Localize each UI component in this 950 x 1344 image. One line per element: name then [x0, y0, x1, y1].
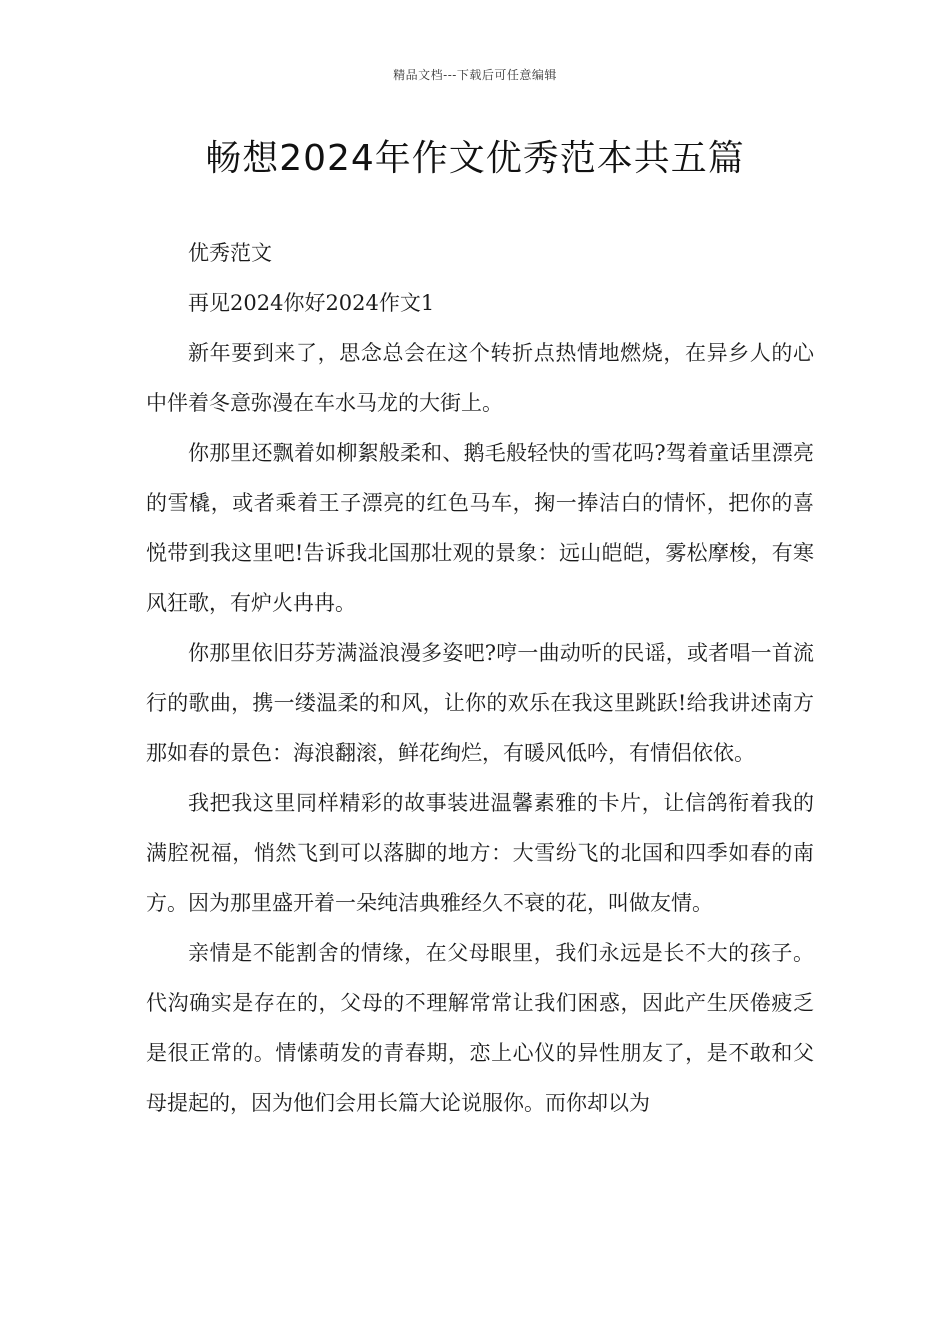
body-paragraph: 我把我这里同样精彩的故事装进温馨素雅的卡片，让信鸽衔着我的满腔祝福，悄然飞到可以落脚的地方：大雪纷飞的北国和四季如春的南方。因为那里盛开着一朵纯洁典雅经久不衰的花，叫做友情。: [146, 791, 814, 915]
body-paragraph: 你那里依旧芬芳满溢浪漫多姿吧?哼一曲动听的民谣，或者唱一首流行的歌曲，携一缕温柔的和风，让你的欢乐在我这里跳跃!给我讲述南方那如春的景色：海浪翻滚，鲜花绚烂，有暖风低吟，有情侣依依。: [146, 641, 814, 765]
essay-heading: 再见2024你好2024作文1: [188, 291, 435, 315]
body-paragraph: 新年要到来了，思念总会在这个转折点热情地燃烧，在异乡人的心中伴着冬意弥漫在车水马龙的大街上。: [146, 341, 814, 415]
document-body: [146, 228, 814, 1128]
body-paragraph: 亲情是不能割舍的情缘，在父母眼里，我们永远是长不大的孩子。代沟确实是存在的，父母的不理解常常让我们困惑，因此产生厌倦疲乏是很正常的。情愫萌发的青春期，恋上心仪的异性朋友了，是不敢和父母提起的，因为他们会用长篇大论说服你。而你却以为: [146, 941, 814, 1115]
body-paragraph: 你那里还飘着如柳絮般柔和、鹅毛般轻快的雪花吗?驾着童话里漂亮的雪橇，或者乘着王子漂亮的红色马车，掬一捧洁白的情怀，把你的喜悦带到我这里吧!告诉我北国那壮观的景象：远山皑皑，雾松摩梭，有寒风狂歌，有炉火冉冉。: [146, 441, 814, 615]
section-label: 优秀范文: [188, 241, 272, 265]
page-header: 精品文档---下载后可任意编辑: [393, 68, 557, 82]
document-title: 畅想2024年作文优秀范本共五篇: [205, 138, 745, 179]
